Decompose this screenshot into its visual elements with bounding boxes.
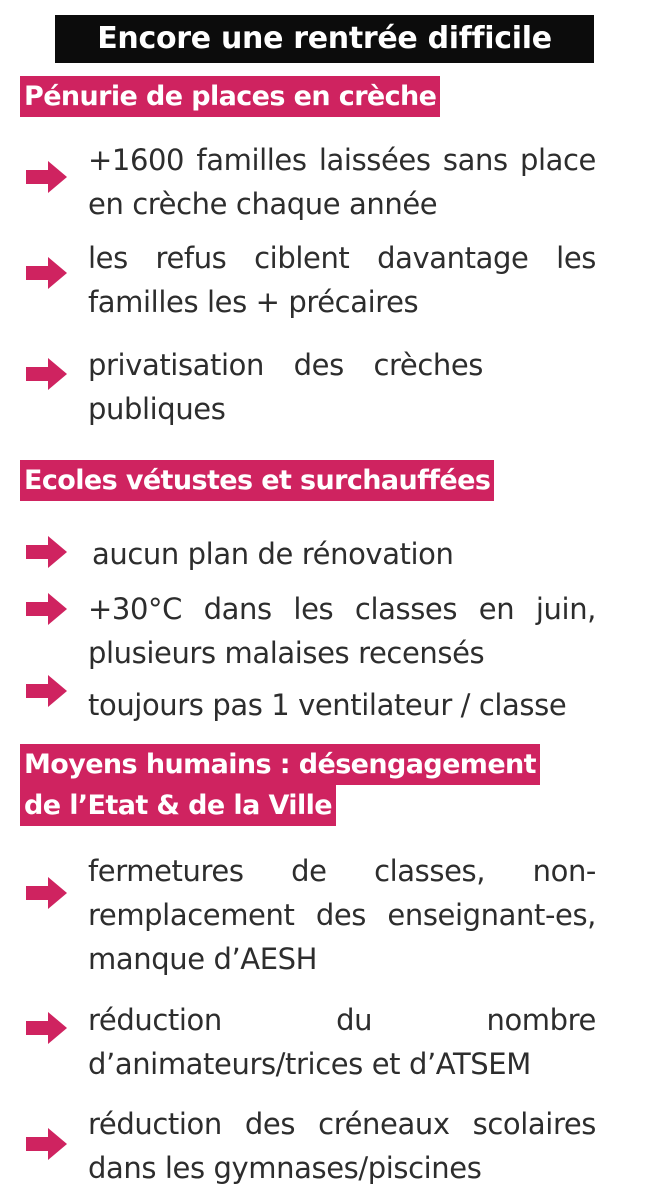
- list-item: +1600 familles laissées sans place en crèche chaque année: [88, 143, 596, 221]
- arrow-right-icon: [24, 535, 68, 569]
- list-item: les refus ciblent davantage les familles les + précaires: [88, 241, 596, 319]
- arrow-right-icon: [24, 592, 68, 626]
- arrow-right-icon: [24, 160, 68, 194]
- arrow-right-icon: [24, 876, 68, 910]
- list-item: réduction du nombre d’animateurs/trices et d’ATSEM: [88, 1003, 596, 1081]
- list-item: aucun plan de rénovation: [92, 537, 454, 571]
- section-heading-line: de l’Etat & de la Ville: [20, 785, 336, 826]
- section-heading-ecoles: Ecoles vétustes et surchauffées: [20, 460, 494, 501]
- list-item: privatisation des crèches publiques: [88, 348, 483, 426]
- page-title: Encore une rentrée difficile: [55, 15, 594, 63]
- section-heading-line: Moyens humains : désengagement: [20, 744, 540, 785]
- list-item: réduction des créneaux scolaires dans les gymnases/piscines: [88, 1107, 596, 1185]
- section-heading-creche: Pénurie de places en crèche: [20, 76, 440, 117]
- list-item: fermetures de classes, non-remplacement des enseignant-es, manque d’AESH: [88, 854, 596, 976]
- arrow-right-icon: [24, 674, 68, 708]
- arrow-right-icon: [24, 1011, 68, 1045]
- list-item: toujours pas 1 ventilateur / classe: [88, 688, 567, 722]
- section-heading-moyens: [20, 744, 606, 826]
- list-item: +30°C dans les classes en juin, plusieurs malaises recensés: [88, 592, 596, 670]
- arrow-right-icon: [24, 256, 68, 290]
- arrow-right-icon: [24, 1127, 68, 1161]
- arrow-right-icon: [24, 357, 68, 391]
